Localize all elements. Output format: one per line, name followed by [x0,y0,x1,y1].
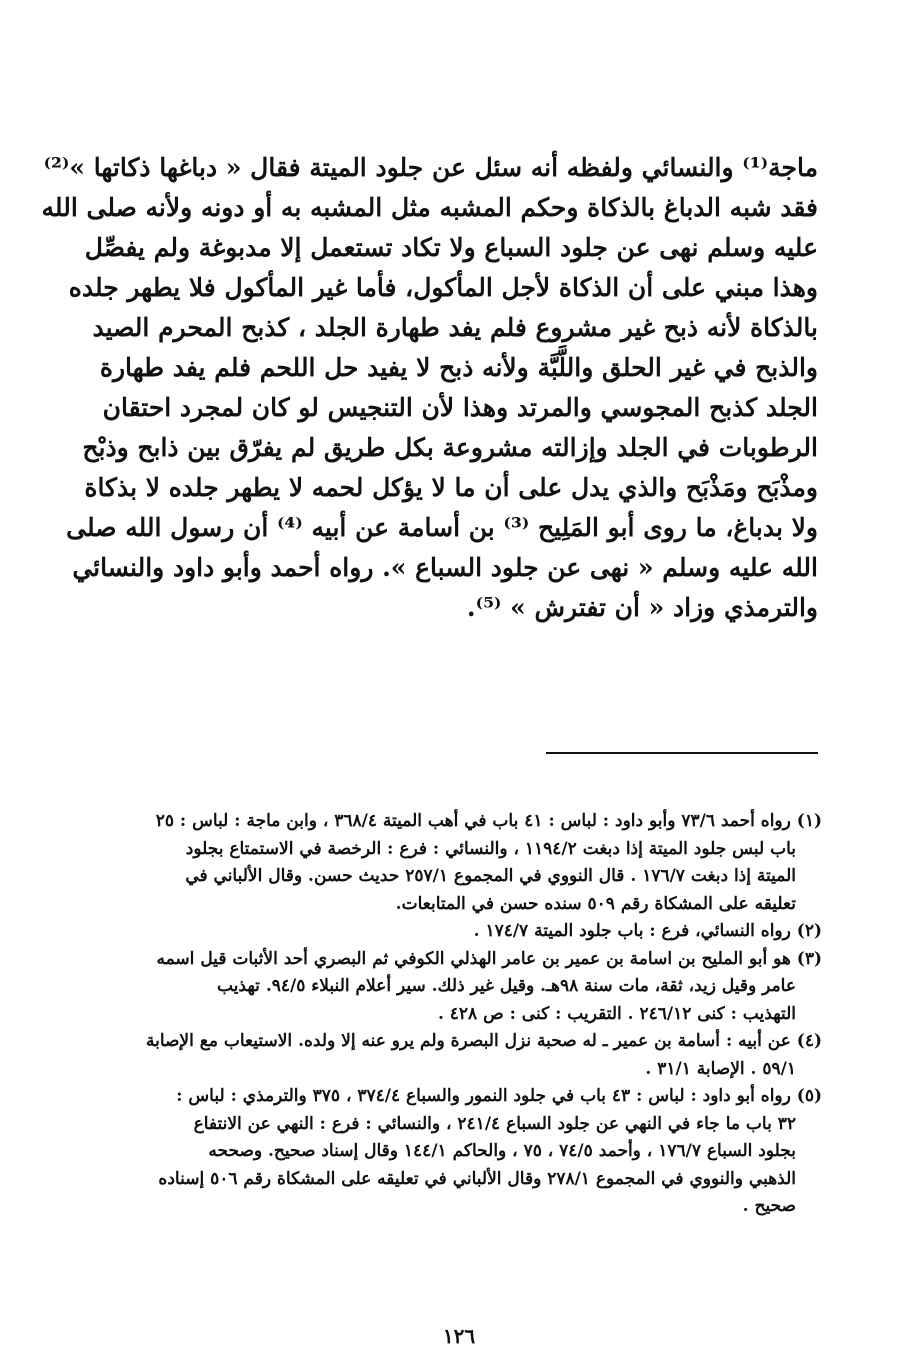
footnote-line: (٢) رواه النسائي، فرع : باب جلود الميتة ١٧٤/٧ . [473,921,822,941]
footnotes-block [100,808,822,1221]
body-line: عليه وسلم نهى عن جلود السباع ولا تكاد تستعمل إلا مدبوغة ولم يفصِّل [84,233,818,262]
footnote-3 [100,946,822,1029]
footnote-line: باب لبس جلود الميتة إذا دبغت ١١٩٤/٢ ، والنسائي : فرع : الرخصة في الاستمتاع بجلود [185,838,796,859]
footnote-2 [100,918,822,946]
footnote-line: الميتة إذا دبغت ١٧٦/٧ . قال النووي في المجموع ٢٥٧/١ حديث حسن. وقال الألباني في [185,866,796,886]
body-line: بالذكاة لأنه ذبح غير مشروع فلم يفد طهارة الجلد ، كذبح المحرم الصيد [92,313,818,342]
footnote-4 [100,1028,822,1083]
footnote-line: (٥) رواه أبو داود : لباس : ٤٣ باب في جلود النمور والسباع ٣٧٤/٤ ، ٣٧٥ والترمذي : لباس : [176,1086,822,1106]
footnote-line: عامر وقيل زيد، ثقة، مات سنة ٩٨هـ. وقيل غير ذلك. سير أعلام النبلاء ٩٤/٥. تهذيب [217,976,796,996]
footnote-line: (٣) هو أبو المليح بن اسامة بن عمير بن عامر الهذلي الكوفي ثم البصري أحد الأثبات قيل اسمه [156,948,822,969]
body-line: ولا بدباغ، ما روى أبو المَلِيح ⁽³⁾ بن أسامة عن أبيه ⁽⁴⁾ أن رسول الله صلى [66,513,818,542]
body-line: والذبح في غير الحلق واللَّبَّة ولأنه ذبح لا يفيد حل اللحم فلم يفد طهارة [99,353,818,382]
body-line: وهذا مبني على أن الذكاة لأجل المأكول، فأما غير المأكول فلا يطهر جلده [68,273,818,302]
footnote-line: صحيح . [742,1196,796,1216]
main-text-block [41,148,818,628]
body-line: الجلد كذبح المجوسي والمرتد وهذا لأن التنجيس لو كان لمجرد احتقان [102,393,818,422]
body-line: ماجة⁽¹⁾ والنسائي ولفظه أنه سئل عن جلود الميتة فقال « دباغها ذكاتها »⁽²⁾ [43,153,818,182]
footnote-line: الذهبي والنووي في المجموع ٢٧٨/١ وقال الألباني في تعليقه على المشكاة رقم ٥٠٦ إسناده [158,1168,796,1189]
footnote-separator [546,752,818,754]
footnote-line: بجلود السباع ١٧٦/٧ ، وأحمد ٧٤/٥ ، ٧٥ ، والحاكم ١٤٤/١ وقال إسناد صحيح. وصححه [208,1141,796,1161]
footnote-line: (١) رواه أحمد ٧٣/٦ وأبو داود : لباس : ٤١ باب في أهب الميتة ٣٦٨/٤ ، وابن ماجة : لباس : ٢٥ [155,811,822,831]
footnote-line: ٣٢ باب ما جاء في النهي عن جلود السباع ٢٤١/٤ ، والنسائي : فرع : النهي عن الانتفاع [193,1113,796,1134]
body-line: والترمذي وزاد « أن تفترش » ⁽⁵⁾. [466,593,818,622]
page-number: ١٢٦ [442,1324,476,1348]
footnote-1 [100,808,822,918]
body-line: ومذْبَح ومَذْبَح والذي يدل على أن ما لا يؤكل لحمه لا يطهر جلده لا بذكاة [84,473,818,502]
footnote-5 [100,1083,822,1221]
body-line: فقد شبه الدباغ بالذكاة وحكم المشبه مثل المشبه به أو دونه ولأنه صلى الله [41,193,818,222]
footnote-line: (٤) عن أبيه : أسامة بن عمير ـ له صحبة نزل البصرة ولم يرو عنه إلا ولده. الاستيعاب مع الإصابة [145,1031,822,1051]
body-line: الله عليه وسلم « نهى عن جلود السباع ». رواه أحمد وأبو داود والنسائي [72,553,818,582]
body-line: الرطوبات في الجلد وإزالته مشروعة بكل طريق لم يفرّق بين ذابح وذبْح [82,433,818,462]
footnote-line: تعليقه على المشكاة رقم ٥٠٩ سنده حسن في المتابعات. [395,893,796,914]
footnote-line: التهذيب : كنى ٢٤٦/١٢ . التقريب : كنى : ص ٤٢٨ . [437,1003,796,1024]
footnote-line: ٥٩/١ . الإصابة ٣١/١ . [645,1058,796,1079]
